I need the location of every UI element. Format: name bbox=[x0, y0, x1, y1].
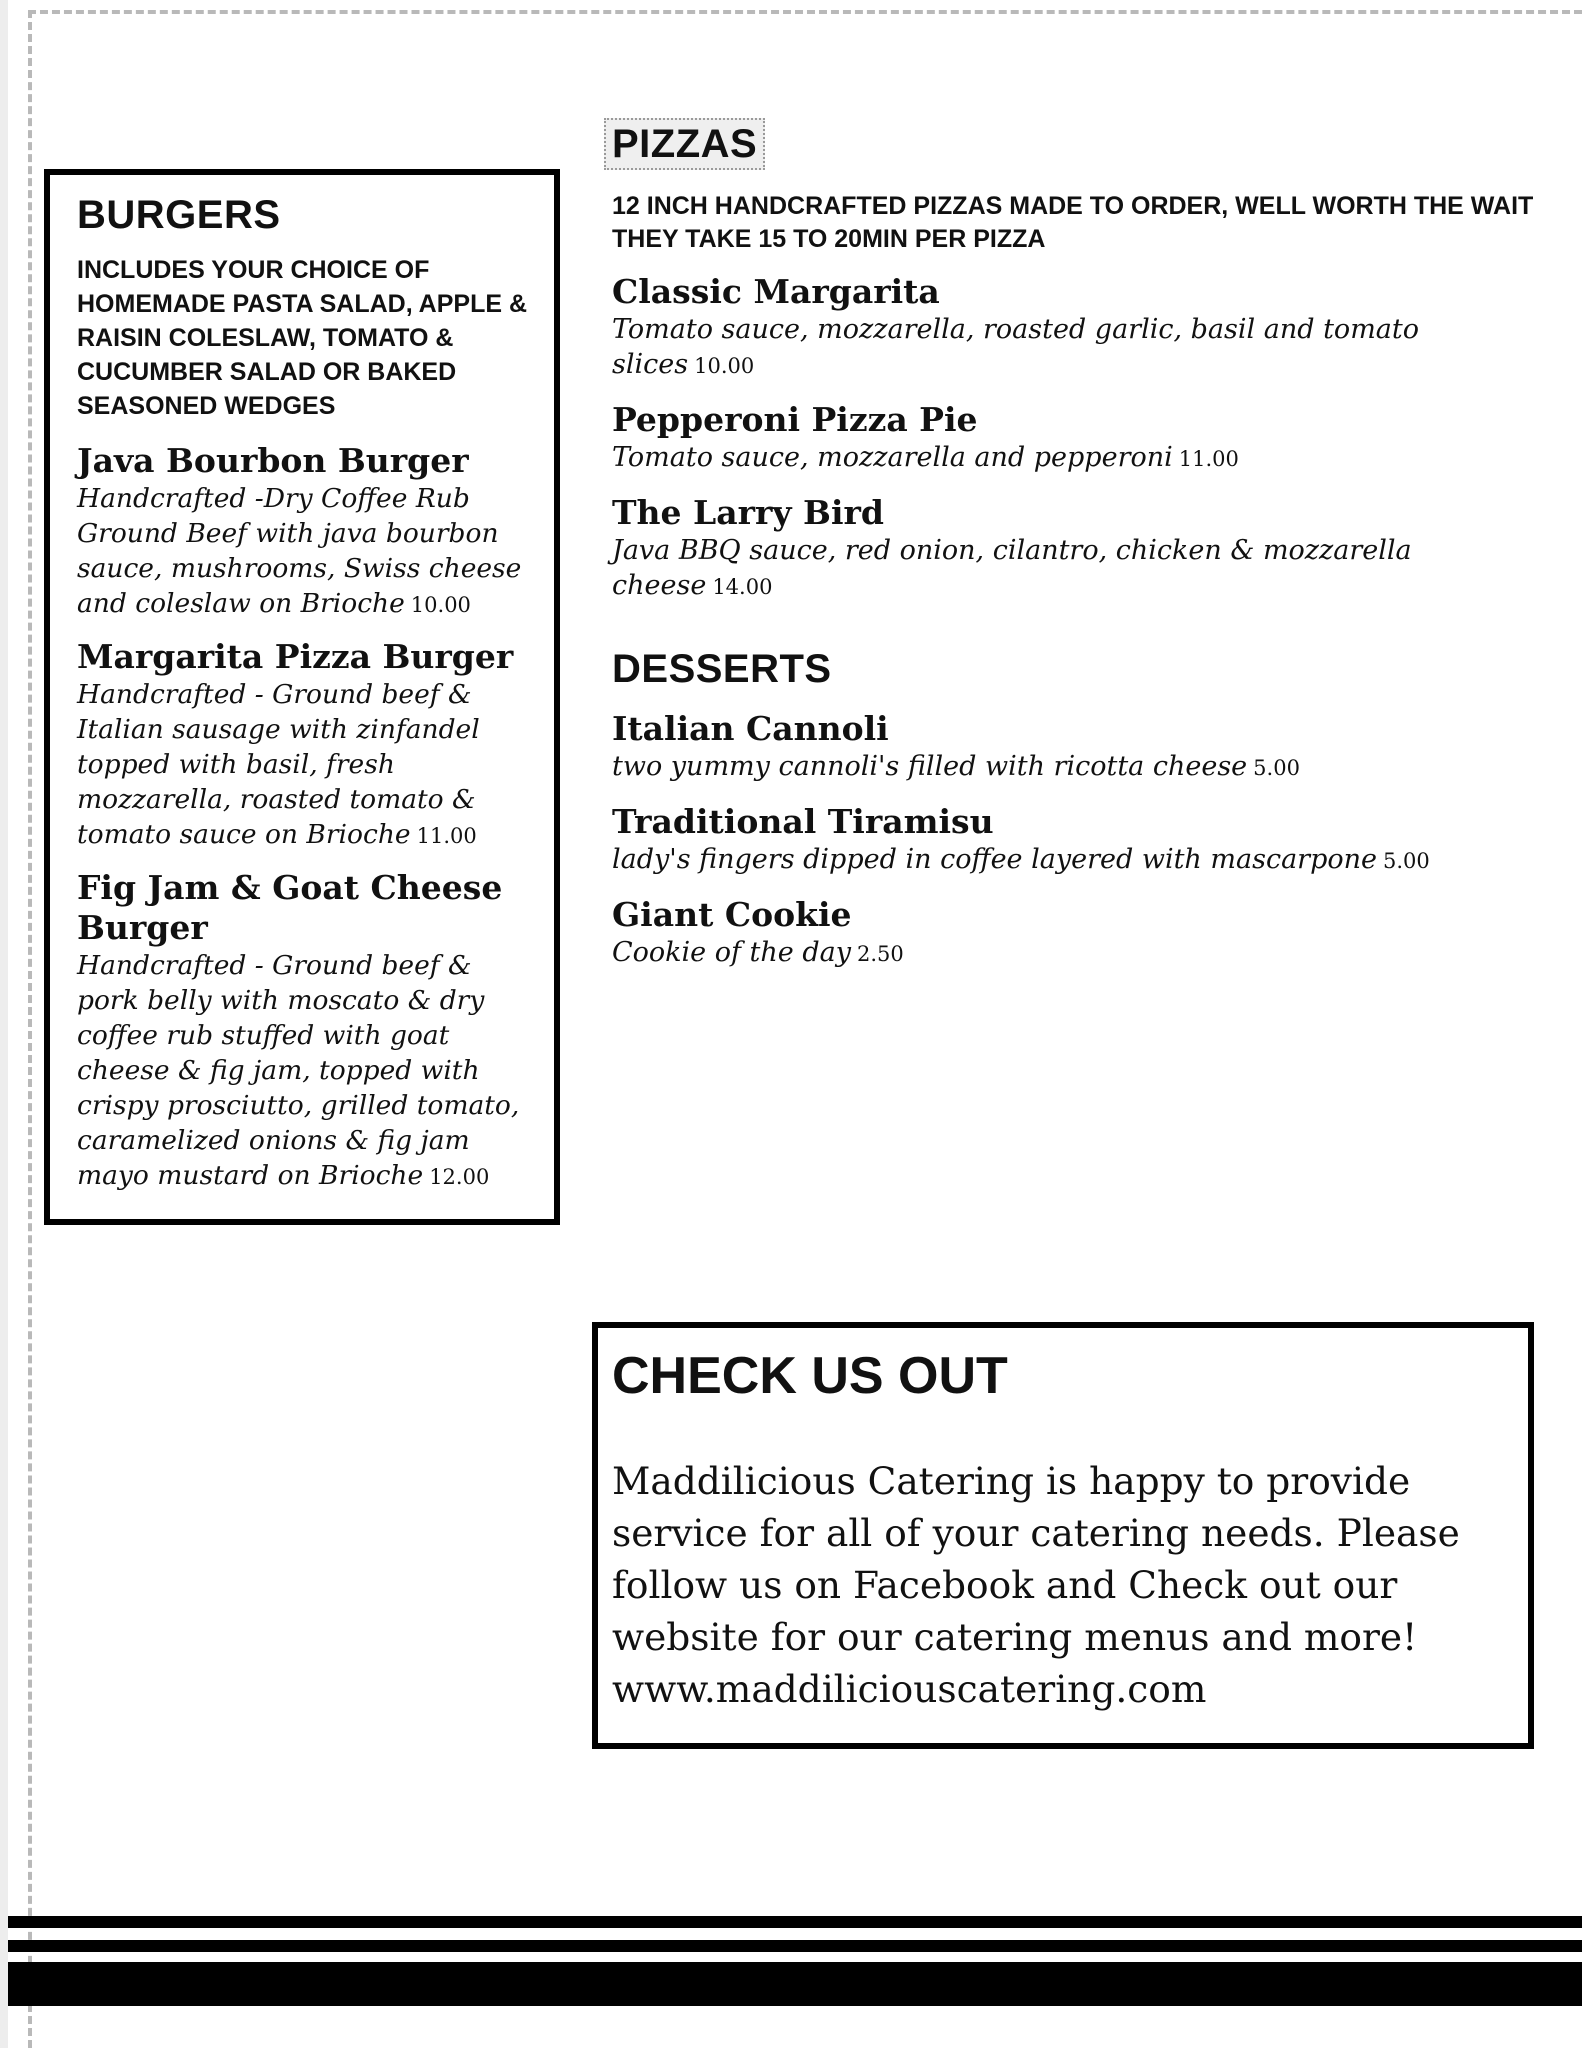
menu-item bbox=[612, 493, 1542, 605]
check-us-out-body bbox=[612, 1455, 1514, 1715]
pizzas-title: PIZZAS bbox=[604, 118, 765, 170]
menu-item bbox=[612, 709, 1542, 786]
item-desc-text: Handcrafted - Ground beef & Italian sausage with zinfandel topped with basil, fresh mozzarella, roasted tomato & tomato sauce on Brioche bbox=[77, 679, 480, 850]
item-price: 14.00 bbox=[712, 575, 773, 599]
footer-stripe bbox=[8, 1962, 1582, 2006]
burgers-section bbox=[44, 169, 560, 1225]
check-us-out-section bbox=[592, 1322, 1534, 1749]
item-name: Classic Margarita bbox=[612, 272, 940, 311]
menu-item bbox=[77, 441, 528, 623]
desserts-title: DESSERTS bbox=[612, 647, 832, 691]
check-us-out-title: CHECK US OUT bbox=[612, 1347, 1008, 1405]
item-name: Italian Cannoli bbox=[612, 709, 889, 748]
item-description bbox=[612, 533, 1542, 605]
item-description bbox=[612, 935, 1542, 972]
item-price: 5.00 bbox=[1383, 849, 1430, 873]
item-name: Pepperoni Pizza Pie bbox=[612, 400, 978, 439]
item-name: The Larry Bird bbox=[612, 493, 884, 532]
item-desc-text: lady's fingers dipped in coffee layered with mascarpone bbox=[612, 844, 1377, 875]
menu-item bbox=[612, 895, 1542, 972]
menu-item bbox=[77, 868, 528, 1195]
item-desc-text: Handcrafted - Ground beef & pork belly with moscato & dry coffee rub stuffed with goat cheese & fig jam, topped with crispy prosciutto, grilled tomato, caramelized onions & fig jam mayo mustard on Brioche bbox=[77, 950, 520, 1191]
item-price: 5.00 bbox=[1253, 756, 1300, 780]
item-price: 11.00 bbox=[416, 824, 477, 848]
page-boundary-left bbox=[28, 10, 32, 2048]
footer-stripe bbox=[8, 1916, 1582, 1928]
pizzas-desserts-column bbox=[612, 118, 1542, 988]
pizzas-note: 12 INCH HANDCRAFTED PIZZAS MADE TO ORDER, WELL WORTH THE WAIT THEY TAKE 15 TO 20MIN PER PIZZA bbox=[612, 192, 1534, 253]
item-desc-text: Java BBQ sauce, red onion, cilantro, chicken & mozzarella cheese bbox=[612, 535, 1412, 601]
item-desc-text: Tomato sauce, mozzarella, roasted garlic, basil and tomato slices bbox=[612, 314, 1419, 380]
item-price: 2.50 bbox=[857, 942, 904, 966]
item-name: Traditional Tiramisu bbox=[612, 802, 994, 841]
burgers-note: INCLUDES YOUR CHOICE OF HOMEMADE PASTA SALAD, APPLE & RAISIN COLESLAW, TOMATO & CUCUMBER SALAD OR BAKED SEASONED WEDGES bbox=[77, 256, 528, 420]
item-description bbox=[77, 948, 528, 1195]
item-description bbox=[612, 749, 1542, 786]
menu-item bbox=[612, 272, 1542, 384]
menu-item bbox=[612, 802, 1542, 879]
page-boundary-top bbox=[28, 10, 1582, 14]
check-us-out-text: Maddilicious Catering is happy to provide service for all of your catering needs. Please follow us on Facebook and Check out our website for our catering menus and more! bbox=[612, 1459, 1460, 1660]
item-price: 12.00 bbox=[429, 1165, 490, 1189]
page-margin-strip bbox=[0, 0, 8, 2048]
item-name: Fig Jam & Goat Cheese Burger bbox=[77, 868, 503, 947]
item-description bbox=[612, 440, 1542, 477]
item-desc-text: two yummy cannoli's filled with ricotta cheese bbox=[612, 751, 1248, 782]
item-price: 10.00 bbox=[694, 354, 755, 378]
item-name: Java Bourbon Burger bbox=[77, 441, 469, 480]
menu-item bbox=[77, 637, 528, 854]
item-description bbox=[612, 312, 1542, 384]
item-description bbox=[612, 842, 1542, 879]
item-price: 11.00 bbox=[1178, 447, 1239, 471]
item-description bbox=[77, 677, 528, 854]
item-price: 10.00 bbox=[410, 593, 471, 617]
item-name: Giant Cookie bbox=[612, 895, 852, 934]
website-link[interactable]: www.maddiliciouscatering.com bbox=[612, 1667, 1207, 1712]
menu-item bbox=[612, 400, 1542, 477]
item-desc-text: Cookie of the day bbox=[612, 937, 851, 968]
item-desc-text: Handcrafted -Dry Coffee Rub Ground Beef with java bourbon sauce, mushrooms, Swiss cheese and coleslaw on Brioche bbox=[77, 483, 522, 619]
burgers-title: BURGERS bbox=[77, 193, 281, 237]
item-description bbox=[77, 481, 528, 623]
footer-stripe bbox=[8, 1940, 1582, 1952]
item-desc-text: Tomato sauce, mozzarella and pepperoni bbox=[612, 442, 1173, 473]
item-name: Margarita Pizza Burger bbox=[77, 637, 514, 676]
